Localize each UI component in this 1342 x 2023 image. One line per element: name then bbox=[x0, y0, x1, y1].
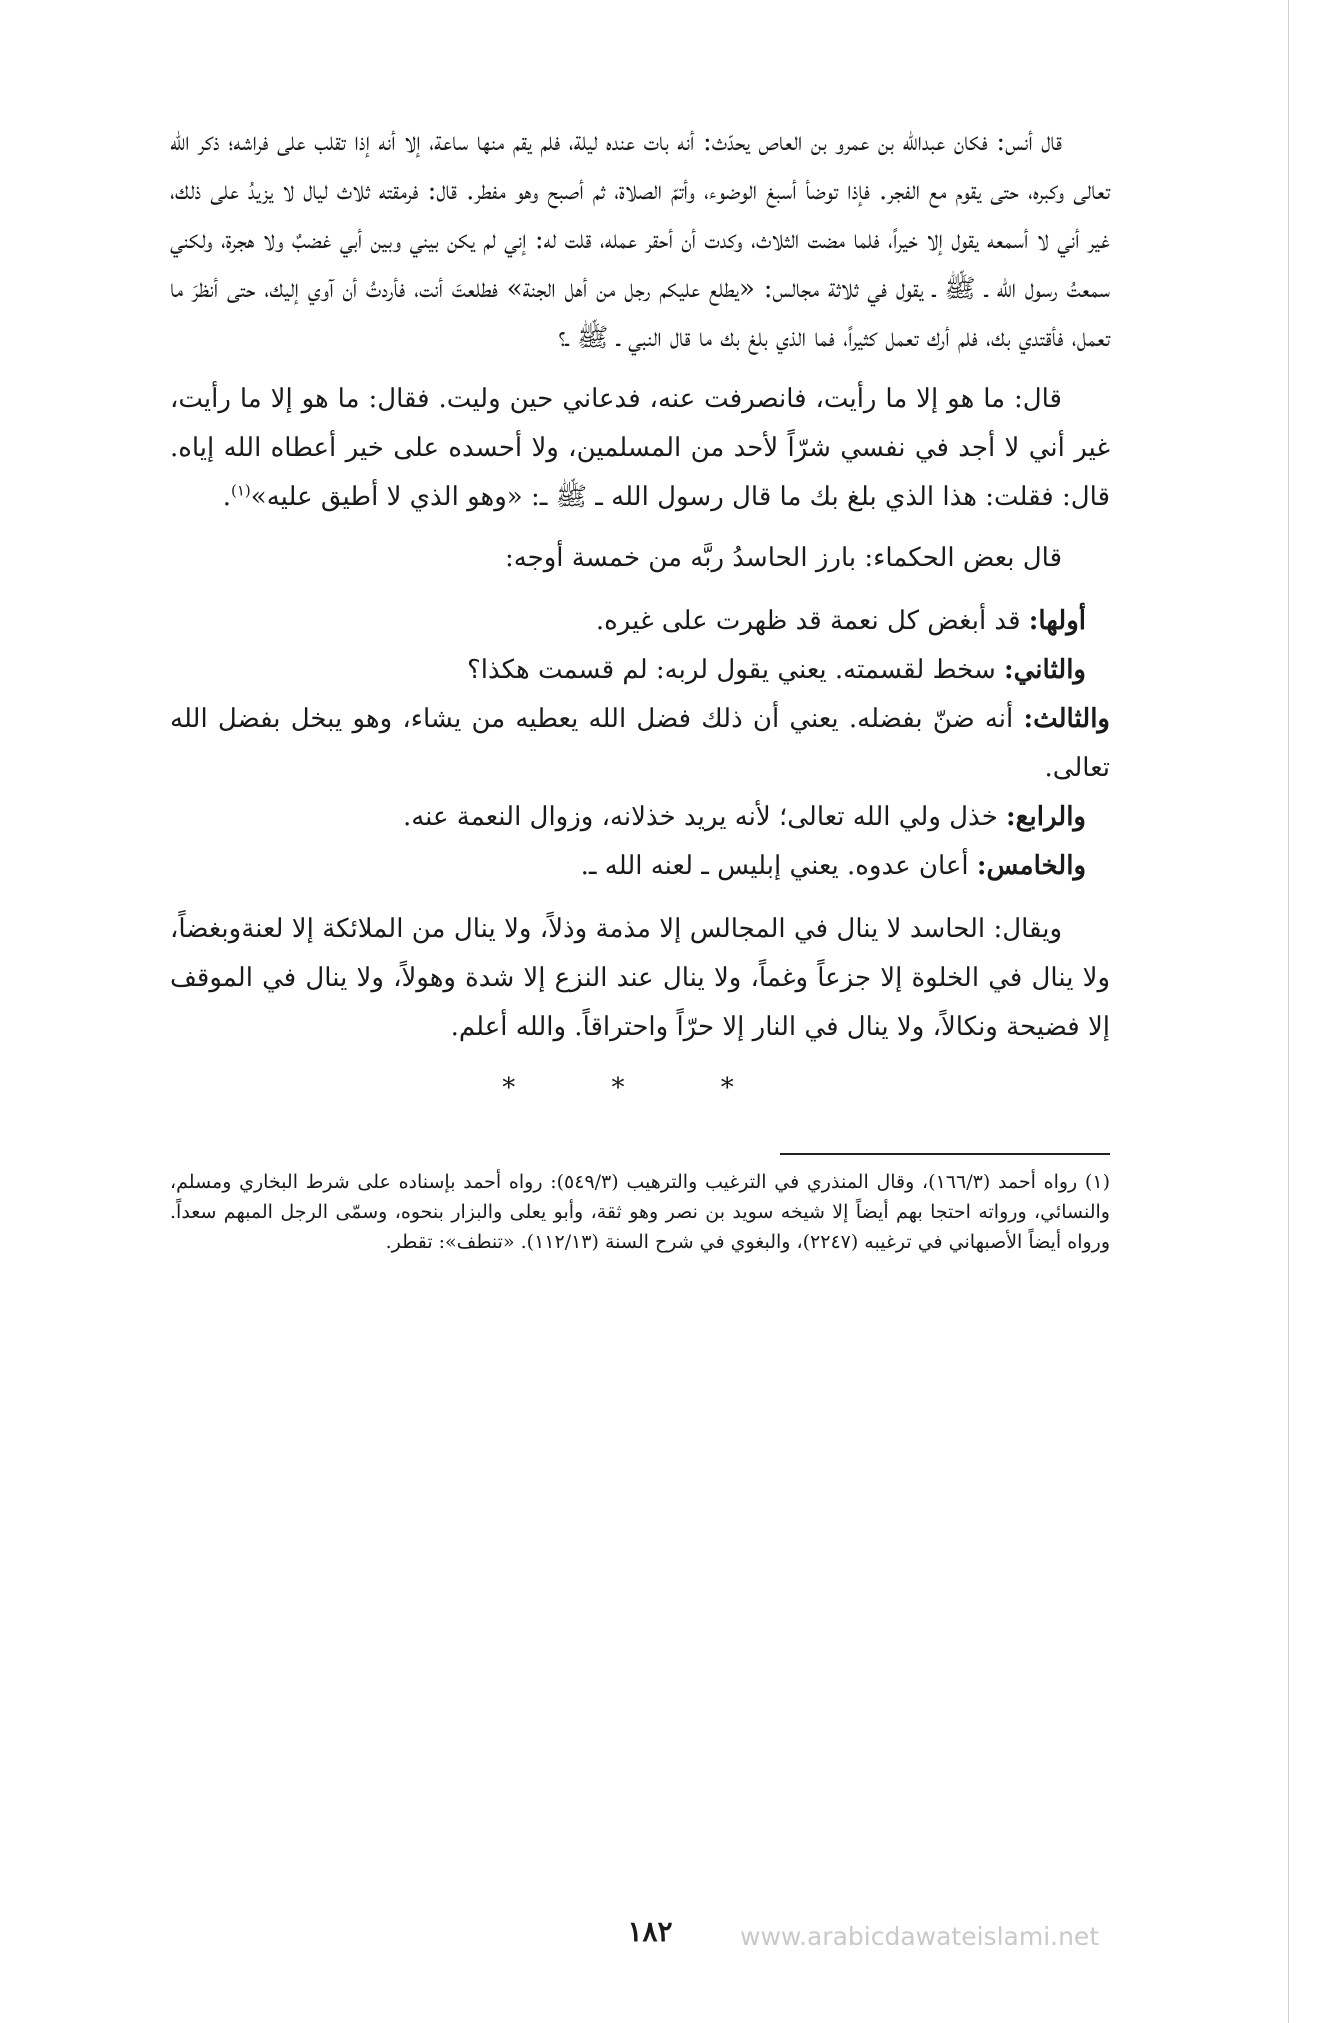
page-number: ١٨٢ bbox=[627, 1915, 673, 1948]
list-item-label: والثالث: bbox=[1023, 704, 1110, 734]
list-item-text: سخط لقسمته. يعني يقول لربه: لم قسمت هكذا؟ bbox=[466, 655, 1005, 685]
paragraph-2-end: . bbox=[222, 482, 231, 512]
list-item-text: خذل ولي الله تعالى؛ لأنه يريد خذلانه، وزوال النعمة عنه. bbox=[402, 802, 1007, 832]
watermark: www.arabicdawateislami.net bbox=[740, 1922, 1100, 1951]
paragraph-5: ويقال: الحاسد لا ينال في المجالس إلا مذمة وذلاً، ولا ينال من الملائكة إلا لعنةوبغضاً، ولا ينال في الخلوة إلا جزعاً وغماً، ولا ينال عند النزع إلا شدة وهولاً، ولا ينال في الموقف إلا فضيحة ونكالاً، ولا ينال في النار إلا حرّاً واحتراقاً. والله أعلم. bbox=[170, 914, 1110, 1042]
list-item-first bbox=[170, 597, 1110, 646]
list-item-label: أولها: bbox=[1028, 606, 1086, 636]
footnote: (١) رواه أحمد (١٦٦/٣)، وقال المنذري في الترغيب والترهيب (٥٤٩/٣): رواه أحمد بإسناده على شرط البخاري ومسلم، والنسائي، ورواته احتجا بهم أيضاً إلا شيخه سويد بن نصر وهو ثقة، وأبو يعلى والبزار بنحوه، وسمّى الرجل المبهم سعداً. ورواه أيضاً الأصبهاني في ترغيبه (٢٢٤٧)، والبغوي في شرح السنة (١١٢/١٣). «تنطف»: تقطر. bbox=[170, 1171, 1110, 1253]
page-edge-line bbox=[1288, 0, 1289, 2023]
list-item-label: والرابع: bbox=[1006, 802, 1086, 832]
paragraph-3: قال بعض الحكماء: بارز الحاسدُ ربَّه من خمسة أوجه: bbox=[504, 543, 1062, 573]
paragraph-2 bbox=[170, 375, 1110, 522]
footnote-marker[interactable]: (١) bbox=[231, 481, 251, 500]
page-body bbox=[170, 118, 1110, 1257]
section-separator: * * * bbox=[502, 1073, 778, 1103]
paragraph-1: قال أنس: فكان عبدالله بن عمرو بن العاص يحدّث: أنه بات عنده ليلة، فلم يقم منها ساعة، إلا أنه إذا تقلب على فراشه؛ ذكر الله تعالى وكبره، حتى يقوم مع الفجر. فإذا توضأ أسبغ الوضوء، وأتمّ الصلاة، ثم أصبح وهو مفطر. قال: فرمقته ثلاث ليال لا يزيدُ على ذلك، غير أني لا أسمعه يقول إلا خيراً، فلما مضت الثلاث، وكدت أن أحقر عمله، قلت له: إني لم يكن بيني وبين أبي غضبٌ ولا هجرة، ولكني سمعتُ رسول الله ـ ﷺ ـ يقول في ثلاثة مجالس: «يطلع عليكم رجل من أهل الجنة» فطلعتَ أنت، فأردتُ أن آوي إليك، حتى أنظرَ ما تعمل، فأقتدي بك، فلم أرك تعمل كثيراً، فما الذي بلغ بك ما قال النبي ـ ﷺ ـ؟ bbox=[170, 127, 1110, 353]
list-item-second bbox=[170, 646, 1110, 695]
list-item-label: والخامس: bbox=[976, 851, 1086, 881]
list-item-third bbox=[170, 695, 1110, 793]
list-item-fifth bbox=[170, 842, 1110, 891]
paragraph-2-text: قال: ما هو إلا ما رأيت، فانصرفت عنه، فدعاني حين وليت. فقال: ما هو إلا ما رأيت، غير أني لا أجد في نفسي شرّاً لأحد من المسلمين، ولا أحسده على خير أعطاه الله إياه. قال: فقلت: هذا الذي بلغ بك ما قال رسول الله ـ ﷺ ـ: «وهو الذي لا أطيق عليه» bbox=[170, 384, 1110, 512]
footnote-rule bbox=[780, 1153, 1110, 1155]
list-item-text: قد أبغض كل نعمة قد ظهرت على غيره. bbox=[595, 606, 1029, 636]
list-item-text: أنه ضنّ بفضله. يعني أن ذلك فضل الله يعطيه من يشاء، وهو يبخل بفضل الله تعالى. bbox=[170, 704, 1110, 783]
list-item-fourth bbox=[170, 793, 1110, 842]
list-item-text: أعان عدوه. يعني إبليس ـ لعنه الله ـ. bbox=[580, 851, 977, 881]
list-item-label: والثاني: bbox=[1004, 655, 1086, 685]
